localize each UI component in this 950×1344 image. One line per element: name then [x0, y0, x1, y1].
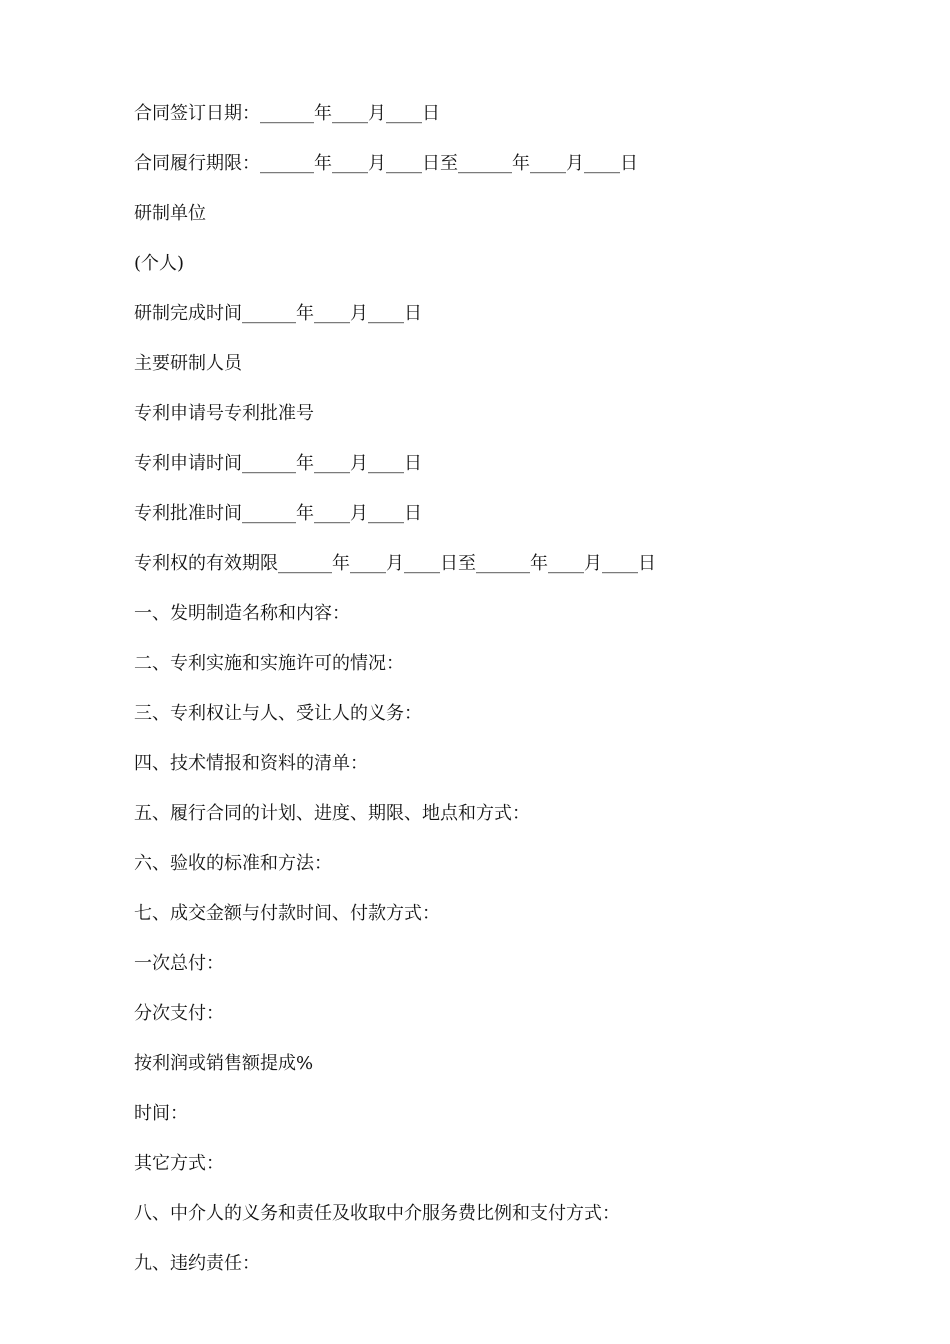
- developer-unit: 研制单位: [134, 203, 206, 224]
- payment-lump-sum: 一次总付：: [134, 953, 224, 974]
- section-3-heading: 三、专利权让与人、受让人的义务：: [134, 703, 422, 724]
- main-developers: 主要研制人员: [134, 353, 242, 374]
- document-body: [134, 99, 894, 1299]
- section-2-heading: 二、专利实施和实施许可的情况：: [134, 653, 404, 674]
- patent-numbers: 专利申请号专利批准号: [134, 403, 314, 424]
- section-9-heading: 九、违约责任：: [134, 1253, 260, 1274]
- contract-performance-period: 合同履行期限：______年____月____日至______年____月____日: [134, 153, 638, 174]
- payment-time: 时间：: [134, 1103, 188, 1124]
- section-1-heading: 一、发明制造名称和内容：: [134, 603, 350, 624]
- contract-sign-date: 合同签订日期：______年____月____日: [134, 103, 440, 124]
- payment-royalty: 按利润或销售额提成%: [134, 1053, 314, 1074]
- payment-other: 其它方式：: [134, 1153, 224, 1174]
- section-8-heading: 八、中介人的义务和责任及收取中介服务费比例和支付方式：: [134, 1203, 620, 1224]
- section-7-heading: 七、成交金额与付款时间、付款方式：: [134, 903, 440, 924]
- section-6-heading: 六、验收的标准和方法：: [134, 853, 332, 874]
- section-4-heading: 四、技术情报和资料的清单：: [134, 753, 368, 774]
- patent-approval-date: 专利批准时间______年____月____日: [134, 503, 422, 524]
- patent-application-date: 专利申请时间______年____月____日: [134, 453, 422, 474]
- development-completion-date: 研制完成时间______年____月____日: [134, 303, 422, 324]
- payment-installments: 分次支付：: [134, 1003, 224, 1024]
- section-5-heading: 五、履行合同的计划、进度、期限、地点和方式：: [134, 803, 530, 824]
- patent-validity-period: 专利权的有效期限______年____月____日至______年____月____日: [134, 553, 656, 574]
- developer-individual: (个人): [134, 253, 185, 274]
